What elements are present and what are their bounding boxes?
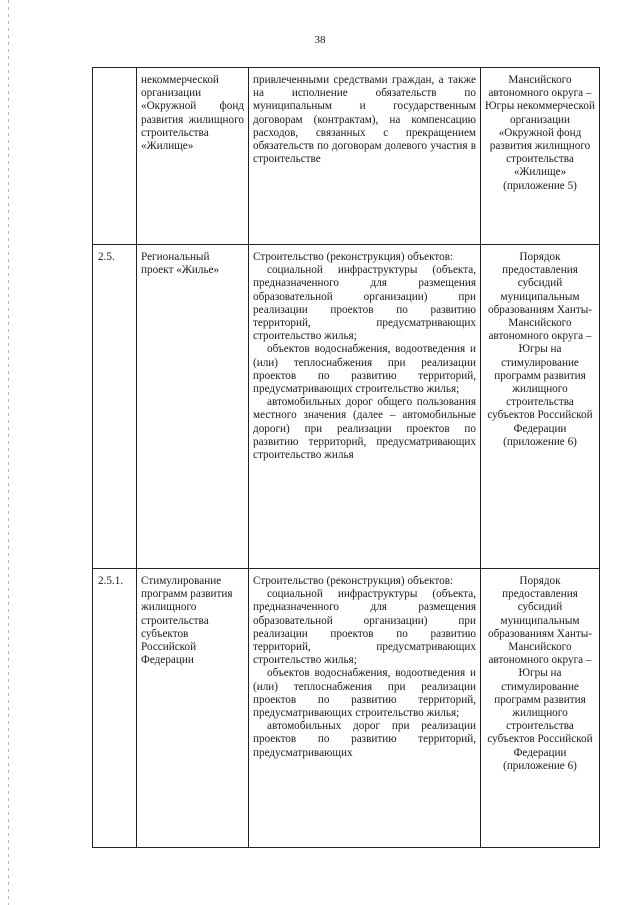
- description-paragraph: Строительство (реконструкция) объектов:: [253, 251, 454, 263]
- document-table: [92, 67, 600, 848]
- row-procedure-cell: Мансийского автономного округа – Югры некоммерческой организации «Окружной фонд развития жилищного строительства «Жилище» (приложение 5): [481, 68, 600, 245]
- description-paragraph: объектов водоснабжения, водоотведения и (или) теплоснабжения при реализации проектов по развитию территорий, предусматривающих строительство жилья;: [253, 343, 476, 396]
- description-paragraph: социальной инфраструктуры (объекта, предназначенного для размещения образовательной организации) при реализации проектов по развитию территорий, предусматривающих строительство жилья;: [253, 264, 476, 343]
- row-description-cell: [249, 68, 481, 245]
- table-row: [93, 68, 600, 245]
- page-number: 38: [314, 34, 326, 46]
- row-name-cell: Стимулирование программ развития жилищного строительства субъектов Российской Федерации: [137, 569, 249, 848]
- description-paragraph: привлеченными средствами граждан, а также на исполнение обязательств по муниципальным и государственным договорам (контрактам), на компенсацию расходов, связанных с прекращением обязательств по договорам долевого участия в строительстве: [253, 74, 476, 166]
- table-row: [93, 569, 600, 848]
- row-name-cell: Региональный проект «Жилье»: [137, 245, 249, 569]
- page-edge-line: [8, 0, 9, 905]
- row-number-cell: [93, 68, 137, 245]
- row-procedure-cell: Порядок предоставления субсидий муниципальным образованиям Ханты-Мансийского автономного округа – Югры на стимулирование программ развития жилищного строительства субъектов Российской Федерации (приложение 6): [481, 245, 600, 569]
- row-number-cell: 2.5.: [93, 245, 137, 569]
- row-procedure-cell: Порядок предоставления субсидий муниципальным образованиям Ханты-Мансийского автономного округа – Югры на стимулирование программ развития жилищного строительства субъектов Российской Федерации (приложение 6): [481, 569, 600, 848]
- row-description-cell: [249, 569, 481, 848]
- table-row: [93, 245, 600, 569]
- description-paragraph: автомобильных дорог при реализации проектов по развитию территорий, предусматривающих: [253, 720, 476, 759]
- row-description-cell: [249, 245, 481, 569]
- description-paragraph: Строительство (реконструкция) объектов:: [253, 575, 454, 587]
- row-name-cell: некоммерческой организации «Окружной фонд развития жилищного строительства «Жилище»: [137, 68, 249, 245]
- description-paragraph: автомобильных дорог общего пользования местного значения (далее – автомобильные дороги) при реализации проектов по развитию территорий, предусматривающих строительство жилья: [253, 396, 476, 462]
- description-paragraph: социальной инфраструктуры (объекта, предназначенного для размещения образовательной организации) при реализации проектов по развитию территорий, предусматривающих строительство жилья;: [253, 588, 476, 667]
- row-number-cell: 2.5.1.: [93, 569, 137, 848]
- description-paragraph: объектов водоснабжения, водоотведения и (или) теплоснабжения при реализации проектов по развитию территорий, предусматривающих строительство жилья;: [253, 667, 476, 720]
